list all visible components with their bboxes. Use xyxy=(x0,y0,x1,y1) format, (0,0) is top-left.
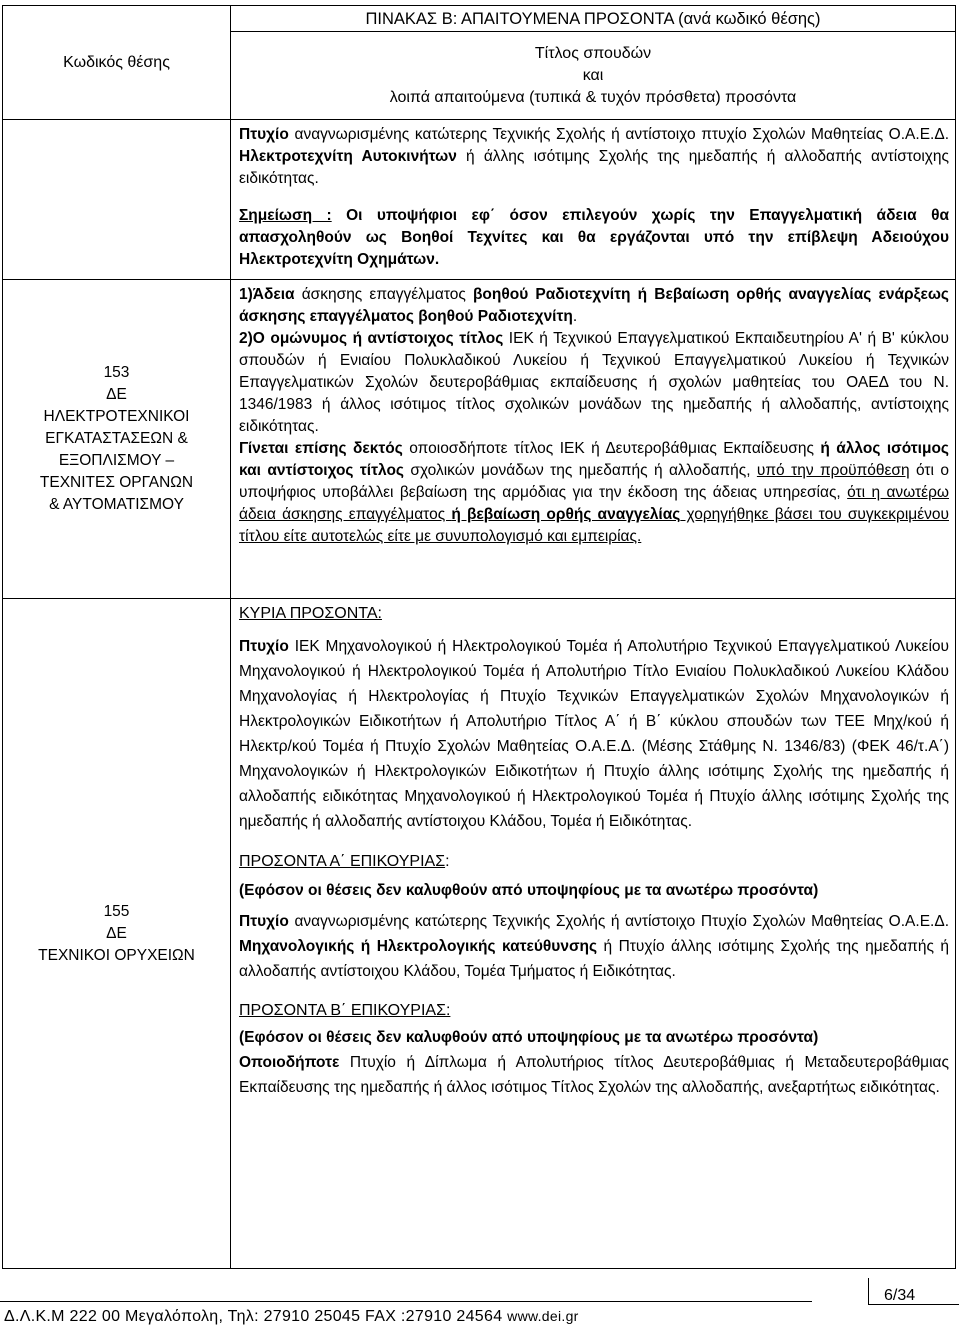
requirement-1 xyxy=(239,284,949,328)
bold-text: Ηλεκτροτεχνίτη Αυτοκινήτων xyxy=(239,148,457,165)
requirement-2 xyxy=(239,328,949,438)
footer-address: Δ.Λ.Κ.Μ 222 00 Μεγαλόπολη, Τηλ: 27910 25045 FAX :27910 24564 xyxy=(4,1308,503,1325)
text: άσκησης επαγγέλματος xyxy=(294,286,473,303)
text: σχολικών μονάδων της ημεδαπής ή αλλοδαπής, xyxy=(403,462,757,479)
requirements-paragraph xyxy=(239,124,949,190)
underlined-text: χορηγήθηκε βάσει του συγκεκριμένου τίτλου είτε αυτοτελώς είτε με συνυπολογισμό και εμπειρίας. xyxy=(239,506,949,545)
bold-text: Πτυχίο xyxy=(239,638,289,655)
code-category: ΔΕ xyxy=(106,386,127,403)
bold-underlined-text: ή βεβαίωση ορθής αναγγελίας xyxy=(451,506,681,523)
text: ΙΕΚ Μηχανολογικού ή Ηλεκτρολογικού Τομέα ή Απολυτήριο Τεχνικού Επαγγελματικού Λυκείου Μηχανολογικού ή Ηλεκτρολογικού Τομέα ή Απολυτήριο Τίτλο Ενιαίου Πολυκλαδικού Λυκείου Κλάδου Μηχανολογίας ή Ηλεκτρολογίας ή Πτυχίο Τεχνικών Επαγγελματικών Σχολών Μηχανολογικών ή Ηλεκτρολογικών Ειδικοτήτων ή Απολυτήριο Τίτλος Α΄ ή Β΄ κύκλου σπουδών των ΤΕΕ Μηχ/κού ή Ηλεκτρ/κού Τομέα ή Πτυχίο Σχολών Μαθητείας Ο.Α.Ε.Δ. (Μέσης Στάθμης Ν. 1346/83) (ΦΕΚ 46/τ.Α΄) Μηχανολογικών ή Ηλεκτρολογικών Ειδικοτήτων ή Πτυχίο άλλης ισότιμης Σχολής της ημεδαπής ή αλλοδαπής ειδικότητας Μηχανολογικού ή Ηλεκτρολογικού Τομέα ή Πτυχίο άλλης ισότιμης Σχολής της ημεδαπής ή αλλοδαπής αντίστοιχου Κλάδου, Τομέα ή Ειδικότητας. xyxy=(239,638,949,830)
table-title-cell xyxy=(231,6,956,32)
auxiliary-a-condition: (Εφόσον οι θέσεις δεν καλυφθούν από υποψηφίους με τα ανωτέρω προσόντα) xyxy=(239,882,819,899)
code-number: 155 xyxy=(103,902,130,920)
code-number: 153 xyxy=(103,364,130,381)
code-column-header-cell xyxy=(3,6,231,120)
code-title-line: ΤΕΧΝΙΚΟΙ ΟΡΥΧΕΙΩΝ xyxy=(38,946,195,964)
code-cell-empty xyxy=(3,120,231,280)
bold-text: Πτυχίο xyxy=(239,913,289,930)
code-title-line: ΕΞΟΠΛΙΣΜΟΥ – xyxy=(58,452,175,469)
auxiliary-b-text xyxy=(239,1050,949,1100)
bold-text: Πτυχίο xyxy=(239,126,289,143)
text: ή άλλης ισότιμης Σχολής της ημεδαπής ή αλλοδαπής αντίστοιχης ειδικότητας. xyxy=(239,148,949,187)
requirements-cell-153 xyxy=(231,280,956,599)
footer xyxy=(4,1308,579,1326)
note-label: Σημείωση : xyxy=(239,207,332,224)
bold-text: βοηθού Ραδιοτεχνίτη ή Βεβαίωση ορθής αναγγελίας ενάρξεως άσκησης επαγγέλματος βοηθού Ραδιοτεχνίτη xyxy=(239,286,949,325)
bold-text: Μηχανολογικής ή Ηλεκτρολογικής κατεύθυνσης xyxy=(239,938,598,955)
bold-text: Οποιοδήποτε xyxy=(239,1054,340,1071)
main-qualifications-heading: ΚΥΡΙΑ ΠΡΟΣΟΝΤΑ: xyxy=(239,605,382,622)
code-title-line: ΤΕΧΝΙΤΕΣ ΟΡΓΑΝΩΝ xyxy=(39,474,194,491)
text: ΙΕΚ ή Τεχνικού Επαγγελματικού Εκπαιδευτηρίου Α' ή Β' κύκλου σπουδών ή Ενιαίου Πολυκλαδικού Λυκείου ή Τεχνικού Επαγγελματικού Λυκείου ή Τεχνικών Επαγγελματικών Σχολών δευτεροβάθμιας εκπαίδευσης ή σχολών μαθητείας του ΟΑΕΔ του Ν. 1346/1983 ή άλλος ισότιμος τίτλος σχολικών μονάδων της ημεδαπής ή αλλοδαπής, αντίστοιχης ειδικότητας. xyxy=(239,330,949,435)
code-column-header: Κωδικός θέσης xyxy=(63,53,170,71)
requirements-header-line-1: Τίτλος σπουδών xyxy=(534,44,652,62)
text: αναγνωρισμένης κατώτερης Τεχνικής Σχολής ή αντίστοιχο Πτυχίο Σχολών Μαθητείας Ο.Α.Ε.Δ. xyxy=(288,913,949,930)
underlined-text: ότι η ανωτέρω άδεια άσκησης επαγγέλματος xyxy=(239,484,950,523)
note-paragraph xyxy=(239,205,949,271)
requirement-alternative xyxy=(239,438,949,548)
text: ή Πτυχίο άλλης ισότιμης Σχολής της ημεδαπής ή αλλοδαπής αντίστοιχου Κλάδου, Τομέα Τμήματος ή Ειδικότητας. xyxy=(239,938,949,980)
table-title: ΠΙΝΑΚΑΣ Β: ΑΠΑΙΤΟΥΜΕΝΑ ΠΡΟΣΟΝΤΑ (ανά κωδικό θέσης) xyxy=(365,9,821,28)
footer-website: www.dei.gr xyxy=(507,1308,579,1324)
heading-text: ΠΡΟΣΟΝΤΑ Α΄ ΕΠΙΚΟΥΡΙΑΣ xyxy=(239,853,446,870)
text: οποιοσδήποτε τίτλος ΙΕΚ ή Δευτεροβάθμιας Εκπαίδευσης xyxy=(402,440,821,457)
note-text: Οι υποψήφιοι εφ΄ όσον επιλεγούν χωρίς την Επαγγελματική άδεια θα απασχοληθούν ως Βοηθοί Τεχνίτες και θα εργάζονται υπό την επίβλεψη Αδειούχου Ηλεκτροτεχνίτη Οχημάτων. xyxy=(239,207,949,268)
page-number: 6/34 xyxy=(884,1287,916,1304)
requirements-cell-155 xyxy=(231,599,956,1269)
text: Πτυχίο ή Δίπλωμα ή Απολυτήριος τίτλος Δευτεροβάθμιας ή Μεταδευτεροβάθμιας Εκπαίδευσης της ημεδαπής ή άλλος ισότιμος Τίτλος Σχολών της αλλοδαπής, ανεξαρτήτως ειδικότητας. xyxy=(239,1054,949,1096)
code-cell-153 xyxy=(3,280,231,599)
auxiliary-b-condition: (Εφόσον οι θέσεις δεν καλυφθούν από υποψηφίους με τα ανωτέρω προσόντα) xyxy=(239,1029,819,1046)
auxiliary-a-text xyxy=(239,909,949,984)
bold-text: Γίνεται επίσης δεκτός xyxy=(239,440,403,457)
text: αναγνωρισμένης κατώτερης Τεχνικής Σχολής ή αντίστοιχο πτυχίο Σχολών Μαθητείας Ο.Α.Ε.Δ. xyxy=(288,126,949,143)
main-qualifications-text xyxy=(239,634,949,834)
bold-text: 1)Άδεια xyxy=(239,286,295,303)
bold-text: 2)Ο ομώνυμος ή αντίστοιχος τίτλος xyxy=(239,330,504,347)
bold-text: ή άλλος ισότιμος και αντίστοιχος τίτλος xyxy=(239,440,949,479)
underlined-text: υπό την προϋπόθεση xyxy=(756,462,910,479)
auxiliary-b-heading: ΠΡΟΣΟΝΤΑ Β΄ ΕΠΙΚΟΥΡΙΑΣ: xyxy=(239,1002,451,1019)
requirements-header-line-3: λοιπά απαιτούμενα (τυπικά & τυχόν πρόσθετα) προσόντα xyxy=(389,88,797,106)
colon: : xyxy=(445,853,450,870)
footer-divider xyxy=(0,1301,812,1302)
requirements-cell-previous xyxy=(231,120,956,280)
requirements-column-header-cell xyxy=(231,32,956,120)
auxiliary-a-heading xyxy=(239,849,949,874)
requirements-table xyxy=(2,5,956,1269)
code-title-line: ΕΓΚΑΤΑΣΤΑΣΕΩΝ & xyxy=(45,430,188,447)
text: ότι ο υποψήφιος υποβάλλει βεβαίωση της αρμόδιας για την έκδοση της άδειας υπηρεσίας, xyxy=(239,462,949,501)
code-title-line: ΗΛΕΚΤΡΟΤΕΧΝΙΚΟΙ xyxy=(43,408,190,425)
requirements-header-line-2: και xyxy=(582,66,604,84)
text: . xyxy=(572,308,578,325)
code-title-line: & ΑΥΤΟΜΑΤΙΣΜΟΥ xyxy=(49,496,184,513)
code-category: ΔΕ xyxy=(106,924,127,942)
code-cell-155 xyxy=(3,599,231,1269)
